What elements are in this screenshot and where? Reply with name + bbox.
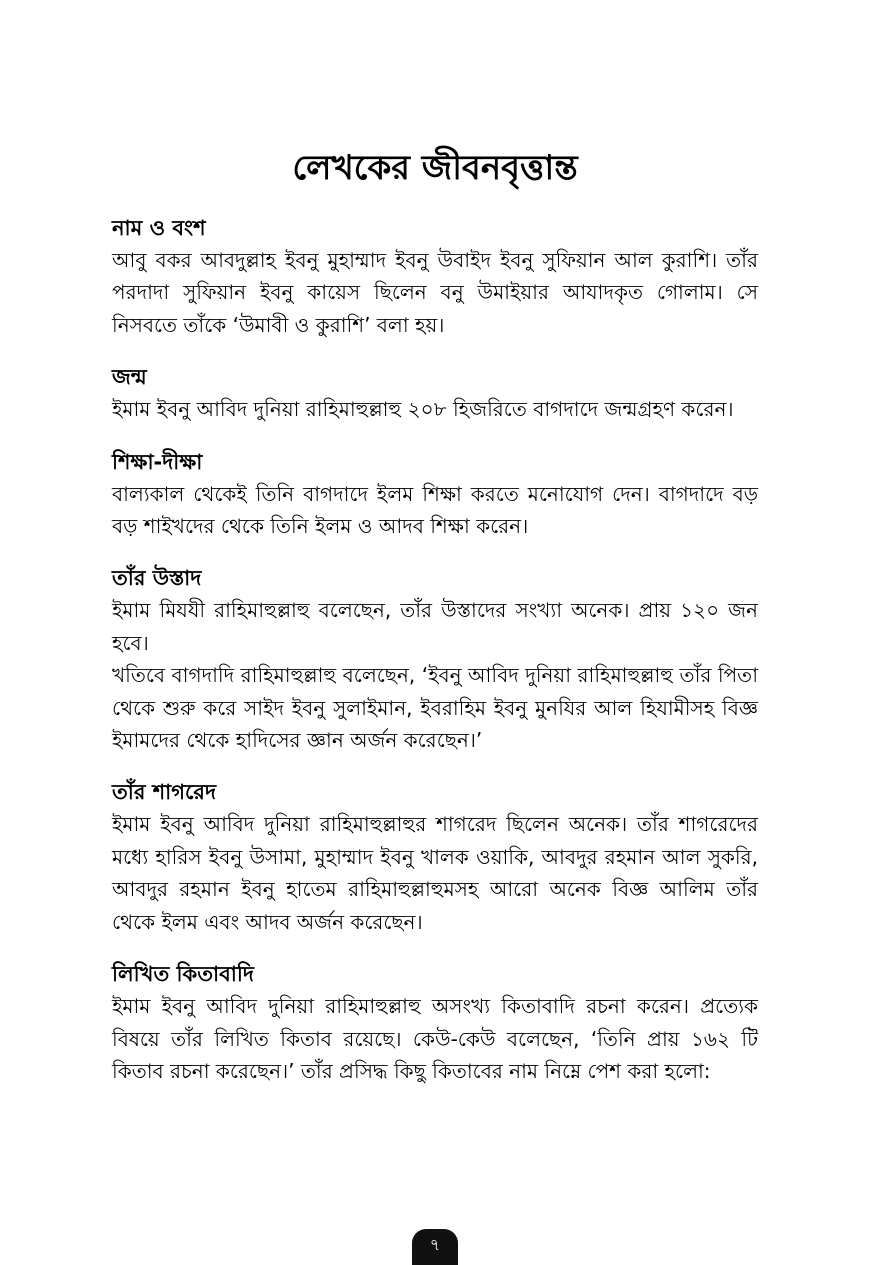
- section-paragraph: বাল্যকাল থেকেই তিনি বাগদাদে ইলম শিক্ষা করতে মনোযোগ দেন। বাগদাদে বড় বড় শাইখদের থেকে তিনি ইলম ও আদব শিক্ষা করেন।: [112, 481, 758, 539]
- section-heading: লিখিত কিতাবাদি: [112, 962, 254, 987]
- section-paragraph: ইমাম ইবনু আবিদ দুনিয়া রাহিমাহুল্লাহু ২০৮ হিজরিতে বাগদাদে জন্মগ্রহণ করেন।: [112, 397, 734, 422]
- section-heading: জন্ম: [112, 365, 147, 390]
- section-heading: শিক্ষা-দীক্ষা: [112, 449, 203, 474]
- section-heading: তাঁর শাগরেদ: [112, 780, 217, 805]
- section-students: [112, 776, 758, 938]
- section-birth: [112, 361, 758, 425]
- section-name-lineage: [112, 212, 758, 341]
- page-number: ৭: [412, 1229, 458, 1265]
- section-written-books: [112, 958, 758, 1087]
- section-heading: নাম ও বংশ: [112, 216, 206, 240]
- section-paragraph: আবু বকর আবদুল্লাহ ইবনু মুহাম্মাদ ইবনু উবাইদ ইবনু সুফিয়ান আল কুরাশি। তাঁর পরদাদা সুফিয়ান ইবনু কায়েস ছিলেন বনু উমাইয়ার আযাদকৃত গোলাম। সে নিসবতে তাঁকে ‘উমাবী ও কুরাশি’ বলা হয়।: [112, 248, 758, 337]
- document-body: [112, 212, 758, 1107]
- section-paragraph: ইমাম মিযযী রাহিমাহুল্লাহু বলেছেন, তাঁর উস্তাদের সংখ্যা অনেক। প্রায় ১২০ জন হবে।: [112, 598, 758, 655]
- section-teachers: [112, 562, 758, 756]
- section-paragraph: ইমাম ইবনু আবিদ দুনিয়া রাহিমাহুল্লাহুর শাগরেদ ছিলেন অনেক। তাঁর শাগরেদের মধ্যে হারিস ইবনু উসামা, মুহাম্মাদ ইবনু খালক ওয়াকি, আবদুর রহমান আল সুকরি, আবদুর রহমান ইবনু হাতেম রাহিমাহুল্লাহুমসহ আরো অনেক বিজ্ঞ আলিম তাঁর থেকে ইলম এবং আদব অর্জন করেছেন।: [112, 812, 758, 934]
- page-title: লেখকের জীবনবৃত্তান্ত: [292, 148, 578, 188]
- section-education: [112, 446, 758, 543]
- section-paragraph: খতিবে বাগদাদি রাহিমাহুল্লাহু বলেছেন, ‘ইবনু আবিদ দুনিয়া রাহিমাহুল্লাহু তাঁর পিতা থেকে শুরু করে সাইদ ইবনু সুলাইমান, ইবরাহিম ইবনু মুনযির আল হিযামীসহ বিজ্ঞ ইমামদের থেকে হাদিসের জ্ঞান অর্জন করেছেন।’: [112, 663, 758, 753]
- section-heading: তাঁর উস্তাদ: [112, 566, 202, 591]
- section-paragraph: ইমাম ইবনু আবিদ দুনিয়া রাহিমাহুল্লাহু অসংখ্য কিতাবাদি রচনা করেন। প্রত্যেক বিষয়ে তাঁর লিখিত কিতাব রয়েছে। কেউ-কেউ বলেছেন, ‘তিনি প্রায় ১৬২ টি কিতাব রচনা করেছেন।’ তাঁর প্রসিদ্ধ কিছু কিতাবের নাম নিম্নে পেশ করা হলো:: [112, 994, 758, 1083]
